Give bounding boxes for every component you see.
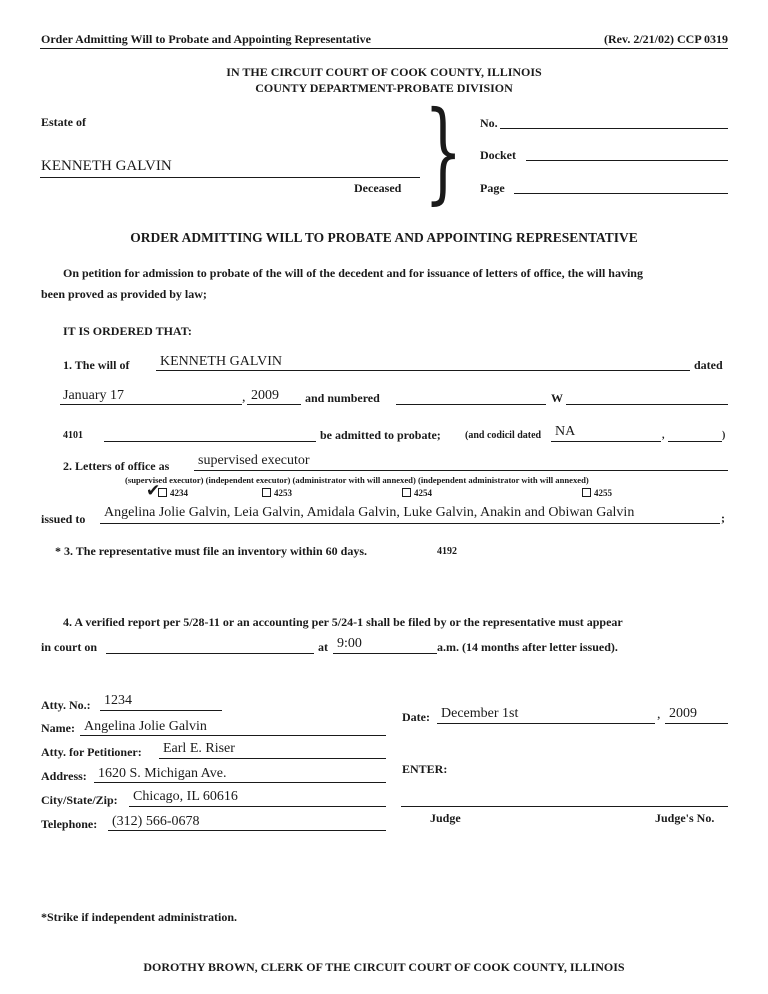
court-division: COUNTY DEPARTMENT-PROBATE DIVISION — [255, 81, 513, 95]
caption-brace: } — [424, 87, 463, 215]
item3-code: 4192 — [437, 546, 457, 557]
letters-of-office-line — [194, 470, 728, 471]
representative-types: (supervised executor) (independent executor) (administrator with will annexed) (independent administrator with will annexed) — [125, 475, 589, 485]
checkbox-4255-icon[interactable] — [582, 488, 591, 497]
footnote: *Strike if independent administration. — [41, 910, 238, 924]
numbered-field[interactable] — [396, 404, 546, 405]
issued-semicolon: ; — [721, 511, 725, 525]
court-name: IN THE CIRCUIT COURT OF COOK COUNTY, ILLINOIS — [226, 65, 542, 79]
will-year[interactable]: 2009 — [251, 388, 279, 403]
court-time[interactable]: 9:00 — [337, 636, 362, 651]
admitted-label: be admitted to probate; — [320, 428, 441, 442]
code-4254[interactable]: 4254 — [402, 488, 432, 498]
checkbox-4254-icon[interactable] — [402, 488, 411, 497]
page-label: Page — [480, 181, 505, 195]
ordered-heading: IT IS ORDERED THAT: — [63, 324, 192, 338]
item2-label: 2. Letters of office as — [63, 459, 170, 473]
judge-label: Judge — [430, 811, 461, 825]
estate-name[interactable]: KENNETH GALVIN — [41, 158, 172, 174]
item4-line-1: 4. A verified report per 5/28-11 or an accounting per 5/24-1 shall be filed by or the representative must appear — [63, 615, 623, 629]
codicil-value[interactable]: NA — [555, 424, 576, 439]
judge-no-label: Judge's No. — [655, 811, 715, 825]
code-4253[interactable]: 4253 — [262, 488, 292, 498]
date-comma: , — [242, 390, 246, 405]
atty-no-line — [100, 710, 222, 711]
item1-code: 4101 — [63, 430, 83, 441]
at-label: at — [318, 640, 328, 654]
phone-label: Telephone: — [41, 817, 98, 831]
petitioner-value[interactable]: Earl E. Riser — [163, 741, 235, 756]
atty-no-label: Atty. No.: — [41, 698, 91, 712]
dated-label: dated — [694, 358, 723, 372]
will-year-line — [247, 404, 301, 405]
city-line — [129, 806, 386, 807]
codicil-sep: , — [662, 430, 665, 441]
order-date-line — [437, 723, 655, 724]
court-time-line — [333, 653, 437, 654]
intro-line-1: On petition for admission to probate of the will of the decedent and for issuance of letters of office, the will having — [63, 266, 643, 280]
estate-name-line — [40, 177, 420, 178]
will-date[interactable]: January 17 — [63, 388, 125, 403]
phone-value[interactable]: (312) 566-0678 — [112, 814, 200, 829]
case-no-label: No. — [480, 116, 498, 130]
codicil-line — [551, 441, 661, 442]
city-label: City/State/Zip: — [41, 793, 118, 807]
enter-label: ENTER: — [402, 762, 448, 776]
intro-line-2: been proved as provided by law; — [41, 287, 207, 301]
checkbox-4253-icon[interactable] — [262, 488, 271, 497]
date-label: Date: — [402, 710, 430, 724]
issued-to-label: issued to — [41, 512, 86, 526]
phone-line — [108, 830, 386, 831]
order-date[interactable]: December 1st — [441, 706, 519, 721]
item1-code-field[interactable] — [104, 441, 316, 442]
codicil-close: ) — [722, 430, 726, 441]
will-of-name[interactable]: KENNETH GALVIN — [160, 354, 282, 369]
code-4255[interactable]: 4255 — [582, 488, 612, 498]
estate-label: Estate of — [41, 115, 86, 129]
will-of-line — [156, 370, 690, 371]
codicil-label: (and codicil dated — [465, 430, 542, 441]
checkmark-icon: ✔ — [146, 481, 161, 500]
form-revision: (Rev. 2/21/02) CCP 0319 — [604, 32, 728, 46]
w-label: W — [551, 391, 563, 405]
petitioner-label: Atty. for Petitioner: — [41, 745, 142, 759]
will-date-line — [60, 404, 242, 405]
item1-label: 1. The will of — [63, 358, 130, 372]
numbered-label: and numbered — [305, 391, 380, 405]
checkbox-4234-icon[interactable] — [158, 488, 167, 497]
name-value[interactable]: Angelina Jolie Galvin — [84, 719, 207, 734]
code-4234[interactable]: 4234 — [158, 488, 188, 498]
address-value[interactable]: 1620 S. Michigan Ave. — [98, 766, 227, 781]
page-field[interactable] — [514, 193, 728, 194]
docket-field[interactable] — [526, 160, 728, 161]
court-on-label: in court on — [41, 640, 98, 654]
order-date-comma: , — [657, 707, 661, 722]
item4-tail: a.m. (14 months after letter issued). — [437, 640, 618, 654]
city-value[interactable]: Chicago, IL 60616 — [133, 789, 238, 804]
atty-no-value[interactable]: 1234 — [104, 693, 132, 708]
issued-to-value[interactable]: Angelina Jolie Galvin, Leia Galvin, Amidala Galvin, Luke Galvin, Anakin and Obiwan Galvin — [104, 505, 635, 520]
codicil-year-field[interactable] — [668, 441, 722, 442]
letters-of-office-value[interactable]: supervised executor — [198, 453, 310, 468]
form-title: Order Admitting Will to Probate and Appointing Representative — [41, 32, 371, 46]
judge-signature-line[interactable] — [401, 806, 728, 807]
w-field[interactable] — [566, 404, 728, 405]
address-line — [94, 782, 386, 783]
name-label: Name: — [41, 721, 75, 735]
docket-label: Docket — [480, 148, 516, 162]
case-no-field[interactable] — [500, 128, 728, 129]
order-year-line — [665, 723, 728, 724]
address-label: Address: — [41, 769, 87, 783]
name-line — [80, 735, 386, 736]
court-date-field[interactable] — [106, 653, 314, 654]
deceased-label: Deceased — [354, 181, 402, 195]
clerk-line: DOROTHY BROWN, CLERK OF THE CIRCUIT COURT OF COOK COUNTY, ILLINOIS — [143, 960, 625, 974]
item3-text: * 3. The representative must file an inventory within 60 days. — [55, 544, 368, 558]
issued-to-line — [100, 523, 720, 524]
order-year[interactable]: 2009 — [669, 706, 697, 721]
petitioner-line — [159, 758, 386, 759]
document-title: ORDER ADMITTING WILL TO PROBATE AND APPOINTING REPRESENTATIVE — [130, 230, 638, 245]
header-rule — [40, 48, 728, 49]
